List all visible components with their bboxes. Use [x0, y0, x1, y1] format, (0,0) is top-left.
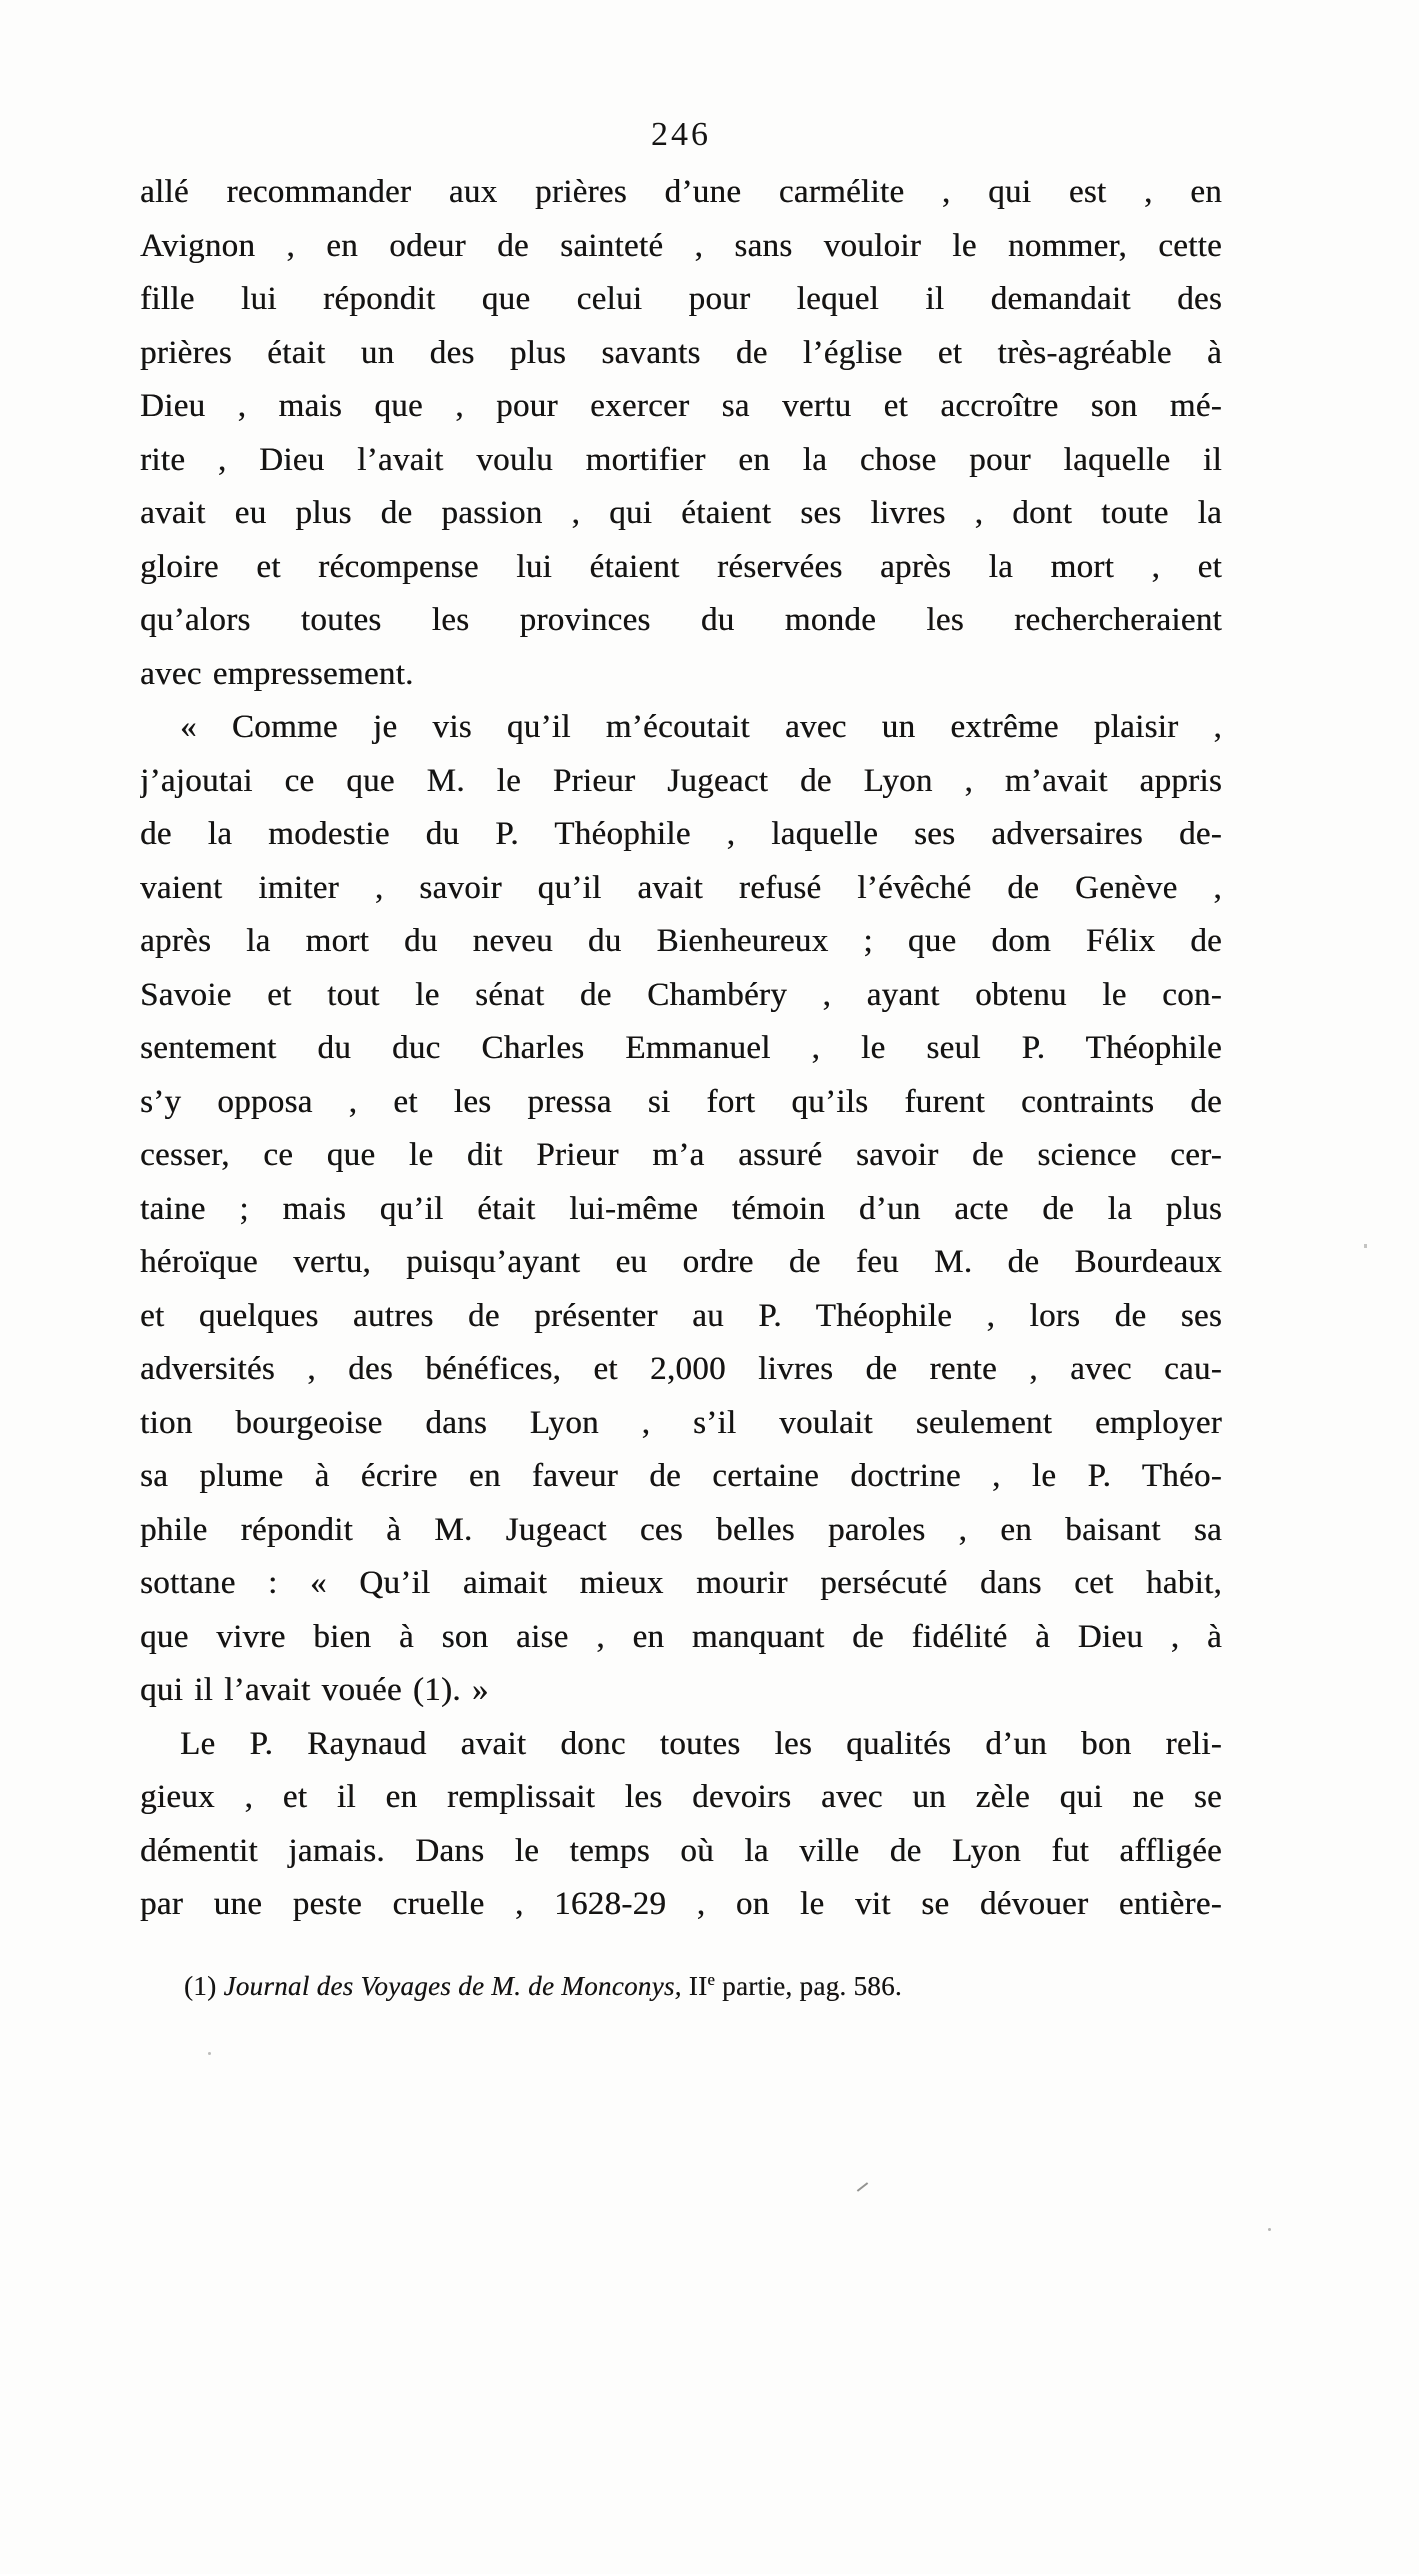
text-line: et quelques autres de présenter au P. Théophile , lors de ses [140, 1297, 1222, 1334]
text-line: allé recommander aux prières d’une carmélite , qui est , en [140, 174, 1222, 210]
paragraph [140, 701, 1222, 1718]
text-line: Le P. Raynaud avait donc toutes les qualités d’un bon reli- [180, 1725, 1222, 1762]
text-line: gieux , et il en remplissait les devoirs avec un zèle qui ne se [140, 1779, 1222, 1815]
text-line: phile répondit à M. Jugeact ces belles paroles , en baisant sa [140, 1511, 1222, 1548]
ink-speck [1268, 2228, 1271, 2231]
text-line: vaient imiter , savoir qu’il avait refusé l’évêché de Genève , [140, 869, 1222, 906]
text-line: qui il l’avait vouée (1). » [140, 1672, 489, 1708]
text-line: avait eu plus de passion , qui étaient ses livres , dont toute la [140, 495, 1222, 531]
text-line: que vivre bien à son aise , en manquant de fidélité à Dieu , à [140, 1618, 1222, 1655]
footnote-superscript: e [707, 1970, 716, 1989]
ink-speck [208, 2052, 211, 2055]
text-line: Avignon , en odeur de sainteté , sans vouloir le nommer, cette [140, 227, 1222, 264]
footnote-title: Journal des Voyages de M. de Monconys, [223, 1971, 682, 2001]
text-line: sottane : « Qu’il aimait mieux mourir persécuté dans cet habit, [140, 1565, 1222, 1601]
text-line: j’ajoutai ce que M. le Prieur Jugeact de Lyon , m’avait appris [140, 762, 1222, 799]
text-line: tion bourgeoise dans Lyon , s’il voulait seulement employer [140, 1404, 1222, 1441]
text-line: prières était un des plus savants de l’église et très-agréable à [140, 334, 1222, 371]
text-line: taine ; mais qu’il était lui-même témoin d’un acte de la plus [140, 1190, 1222, 1227]
text-line: rite , Dieu l’avait voulu mortifier en la chose pour laquelle il [140, 441, 1222, 478]
text-line: de la modestie du P. Théophile , laquelle ses adversaires de- [140, 816, 1222, 852]
text-line: fille lui répondit que celui pour lequel il demandait des [140, 281, 1222, 317]
paragraph [140, 1718, 1222, 1932]
footnote-page-ref: partie, pag. 586. [715, 1971, 902, 2001]
text-line: s’y opposa , et les pressa si fort qu’ils furent contraints de [140, 1083, 1222, 1120]
page-number: 246 [651, 116, 711, 153]
text-line: démentit jamais. Dans le temps où la ville de Lyon fut affligée [140, 1832, 1222, 1869]
text-line: avec empressement. [140, 655, 414, 692]
text-line: sa plume à écrire en faveur de certaine doctrine , le P. Théo- [140, 1458, 1222, 1494]
text-line: « Comme je vis qu’il m’écoutait avec un extrême plaisir , [180, 709, 1222, 745]
text-line: gloire et récompense lui étaient réservées après la mort , et [140, 548, 1222, 585]
text-body [140, 166, 1222, 1932]
text-line: après la mort du neveu du Bienheureux ; que dom Félix de [140, 923, 1222, 959]
ink-speck [1364, 1244, 1367, 1248]
text-line: adversités , des bénéfices, et 2,000 livres de rente , avec cau- [140, 1351, 1222, 1387]
text-line: par une peste cruelle , 1628-29 , on le vit se dévouer entière- [140, 1886, 1222, 1922]
footnote-marker: (1) [184, 1971, 224, 2001]
footnote-part: II [681, 1971, 708, 2001]
text-line: cesser, ce que le dit Prieur m’a assuré savoir de science cer- [140, 1137, 1222, 1173]
ink-speck [857, 2182, 868, 2192]
footnote [140, 1966, 1266, 2006]
text-line: qu’alors toutes les provinces du monde les rechercheraient [140, 602, 1222, 638]
text-line: Savoie et tout le sénat de Chambéry , ayant obtenu le con- [140, 976, 1222, 1013]
text-line: sentement du duc Charles Emmanuel , le seul P. Théophile [140, 1030, 1222, 1066]
text-line: héroïque vertu, puisqu’ayant eu ordre de feu M. de Bourdeaux [140, 1244, 1222, 1280]
text-line: Dieu , mais que , pour exercer sa vertu et accroître son mé- [140, 388, 1222, 424]
paragraph [140, 166, 1222, 701]
